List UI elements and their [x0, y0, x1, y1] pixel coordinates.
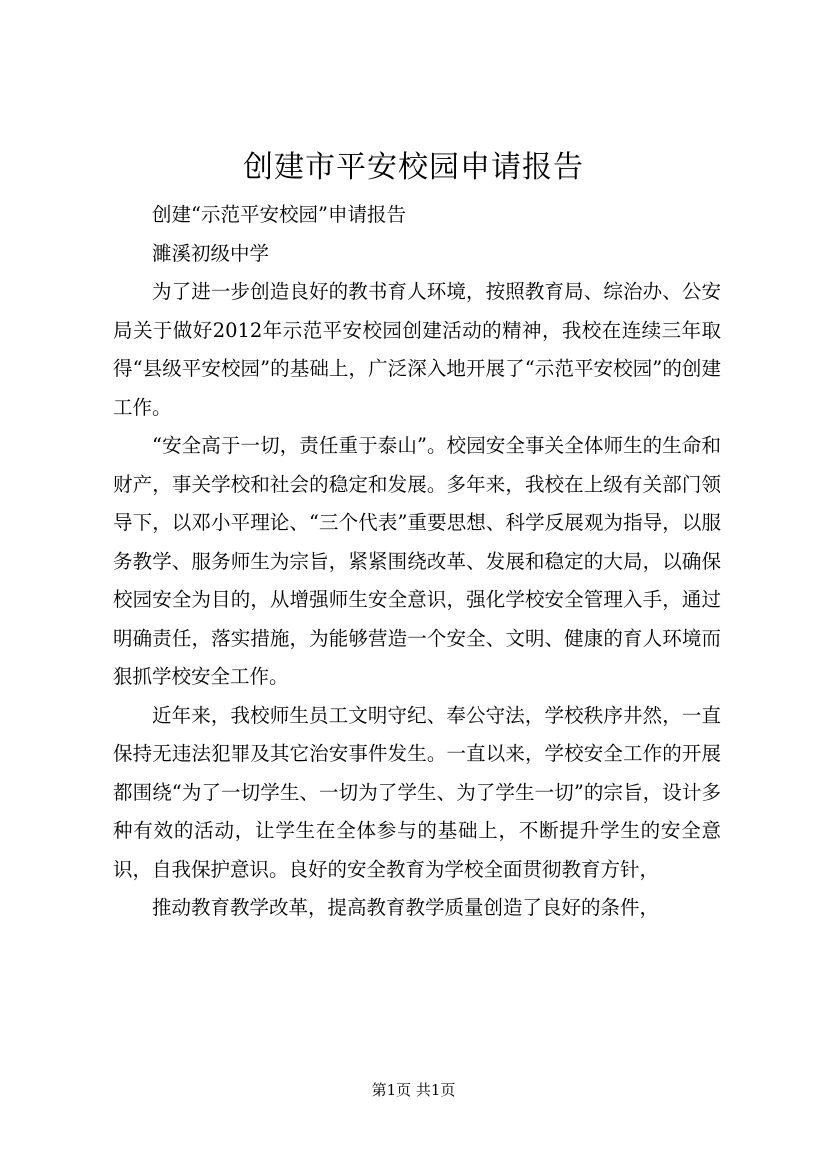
school-name-paragraph: 濉溪初级中学 [152, 241, 270, 265]
page-number-footer: 第1页 共1页 [371, 1081, 456, 1099]
body-paragraph: “安全高于一切，责任重于泰山”。校园安全事关全体师生的生命和财产，事关学校和社会的稳定和发展。多年来，我校在上级有关部门领导下，以邓小平理论、“三个代表”重要思想、科学反展观为指导，以服务教学、服务师生为宗旨，紧紧围绕改革、发展和稳定的大局，以确保校园安全为目的，从增强师生安全意识，强化学校安全管理入手，通过明确责任，落实措施，为能够营造一个安全、文明、健康的育人环境而狠抓学校安全工作。 [113, 434, 721, 688]
document-body [113, 196, 721, 928]
subtitle-paragraph: 创建“示范平安校园”申请报告 [152, 203, 406, 226]
body-paragraph: 推动教育教学改革，提高教育教学质量创造了良好的条件， [152, 896, 660, 919]
body-paragraph: 为了进一步创造良好的教书育人环境，按照教育局、综治办、公安局关于做好2012年示范平安校园创建活动的精神，我校在连续三年取得“县级平安校园”的基础上，广泛深入地开展了“示范平安校园”的创建工作。 [113, 280, 721, 419]
body-paragraph: 近年来，我校师生员工文明守纪、奉公守法，学校秩序井然，一直保持无违法犯罪及其它治安事件发生。一直以来，学校安全工作的开展都围绕“为了一切学生、一切为了学生、为了学生一切”的宗旨，设计多种有效的活动，让学生在全体参与的基础上，不断提升学生的安全意识，自我保护意识。良好的安全教育为学校全面贯彻教育方针， [113, 703, 721, 881]
document-title: 创建市平安校园申请报告 [243, 150, 584, 185]
